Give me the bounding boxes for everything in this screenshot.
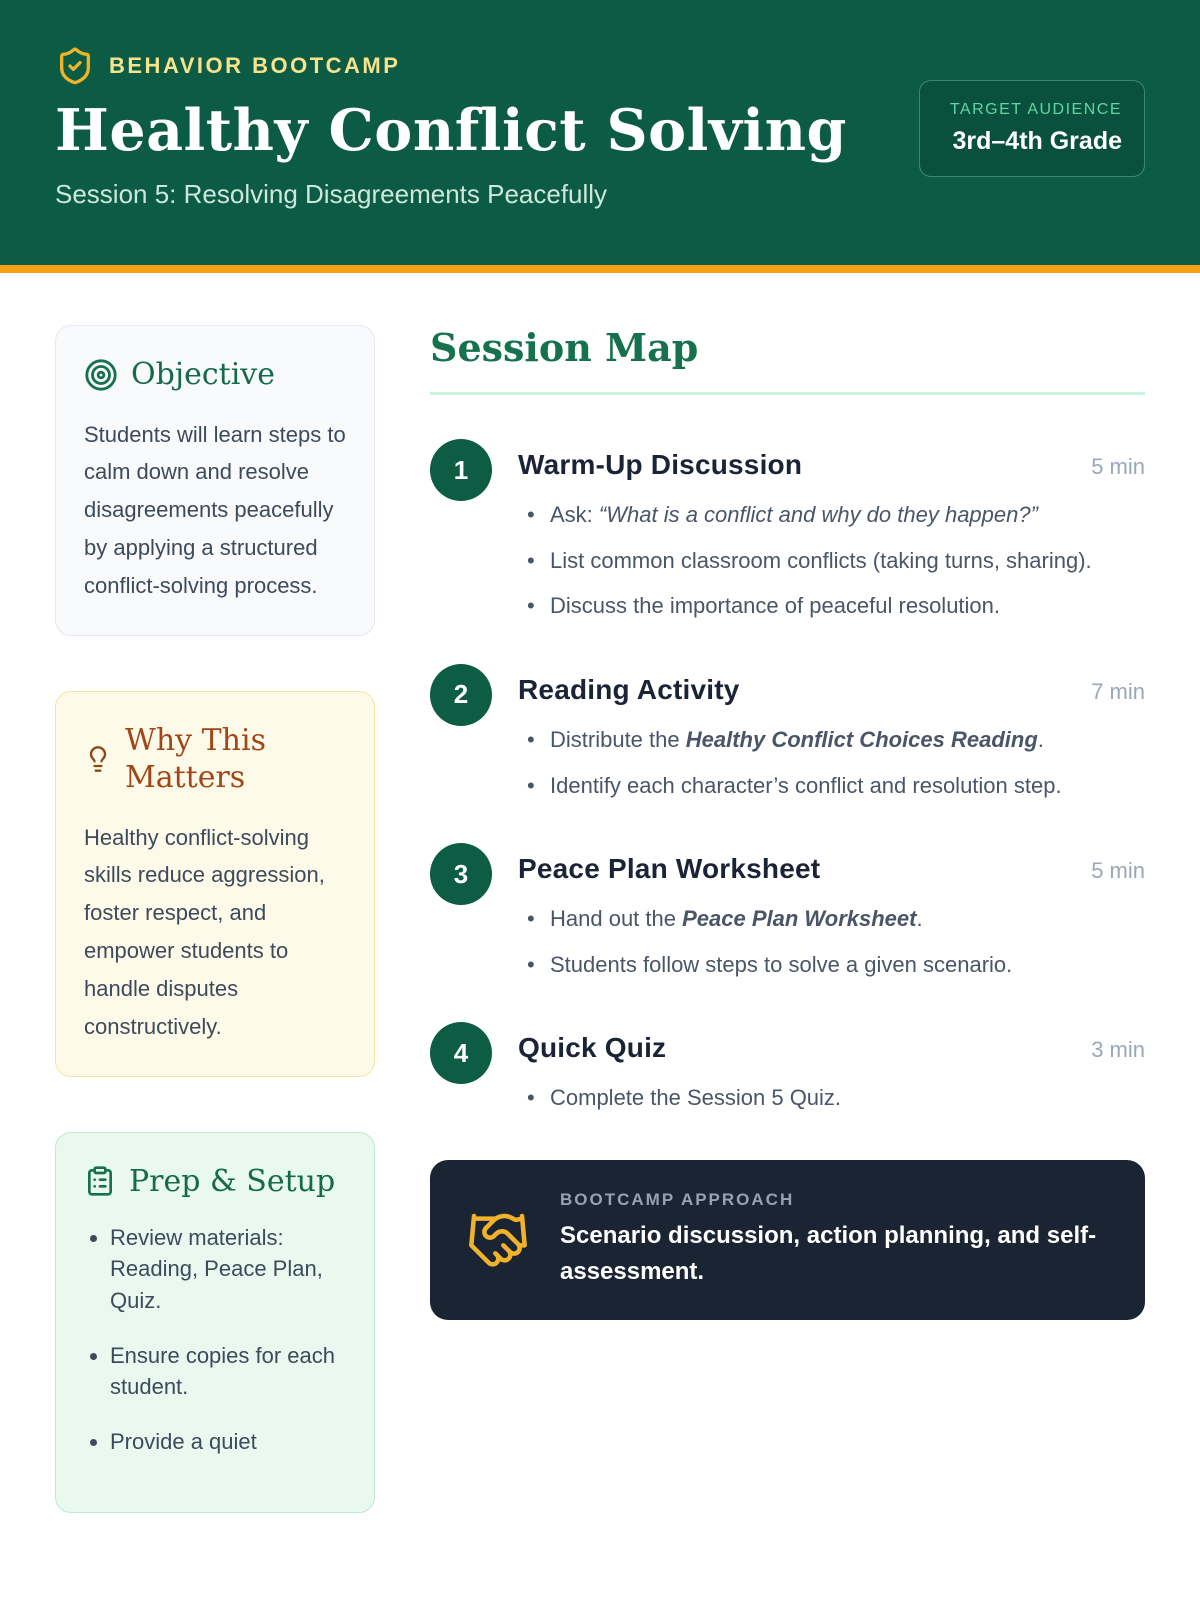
session-step xyxy=(430,664,1145,803)
page-subtitle: Session 5: Resolving Disagreements Peacefully xyxy=(55,178,608,209)
prep-list xyxy=(84,1222,346,1457)
accent-bar xyxy=(0,265,1200,273)
why-title-row xyxy=(84,722,346,797)
step-title-row xyxy=(518,853,1145,885)
step-bullet: • Discuss the importance of peaceful resolution. xyxy=(518,588,1145,624)
step-bullet-list xyxy=(518,1080,1145,1116)
approach-text: Scenario discussion, action planning, and self-assessment. xyxy=(560,1222,1097,1285)
why-this-matters-card xyxy=(55,691,375,1077)
header xyxy=(0,0,1200,265)
step-number-badge: 3 xyxy=(430,843,492,905)
handshake-icon xyxy=(466,1208,530,1272)
objective-title-row xyxy=(84,356,346,394)
bootcamp-approach-box xyxy=(430,1160,1145,1320)
brand-label: BEHAVIOR BOOTCAMP xyxy=(109,53,401,78)
step-bullet: • Students follow steps to solve a given scenario. xyxy=(518,947,1145,983)
prep-item: • Review materials: Reading, Peace Plan, Quiz. xyxy=(110,1222,346,1316)
steps-list xyxy=(430,439,1145,1116)
step-title-row xyxy=(518,1032,1145,1064)
step-number-badge: 1 xyxy=(430,439,492,501)
step-content xyxy=(518,843,1145,982)
approach-content xyxy=(560,1190,1109,1290)
step-title: Peace Plan Worksheet xyxy=(518,853,821,885)
step-title-row xyxy=(518,674,1145,706)
step-duration: 3 min xyxy=(1091,1037,1145,1063)
session-step xyxy=(430,1022,1145,1116)
step-title: Warm-Up Discussion xyxy=(518,449,803,480)
audience-value: 3rd–4th Grade xyxy=(952,127,1122,155)
step-content xyxy=(518,1022,1145,1116)
step-bullet: • Identify each character’s conflict and resolution step. xyxy=(518,768,1145,804)
why-body: Healthy conflict-solving skills reduce aggression, foster respect, and empower students to handle disputes constructively. xyxy=(84,824,325,1039)
page-title: Healthy Conflict Solving xyxy=(55,97,847,164)
session-step xyxy=(430,439,1145,624)
step-duration: 5 min xyxy=(1091,454,1145,479)
step-title: Reading Activity xyxy=(518,673,740,705)
target-icon xyxy=(84,358,118,392)
prep-setup-card xyxy=(55,1132,375,1513)
approach-label: BOOTCAMP APPROACH xyxy=(560,1190,795,1209)
header-left xyxy=(55,46,847,265)
session-map-title: Session Map xyxy=(430,325,1145,395)
step-duration: 7 min xyxy=(1091,678,1145,704)
brand-row xyxy=(55,46,847,86)
step-bullet-list xyxy=(518,722,1145,803)
why-title: Why This Matters xyxy=(125,722,266,796)
step-content xyxy=(518,664,1145,803)
prep-item: • Provide a quiet xyxy=(110,1426,346,1457)
clipboard-icon xyxy=(84,1165,116,1197)
step-bullet-list xyxy=(518,497,1145,624)
step-number-badge: 2 xyxy=(430,664,492,726)
step-bullet: • Ask: “What is a conflict and why do they happen?” xyxy=(518,497,1145,533)
session-map xyxy=(430,325,1145,1513)
step-bullet: • Hand out the Peace Plan Worksheet. xyxy=(518,901,1145,937)
shield-check-icon xyxy=(55,46,95,86)
step-bullet: • Complete the Session 5 Quiz. xyxy=(518,1080,1145,1116)
step-number-badge: 4 xyxy=(430,1022,492,1084)
prep-item: • Ensure copies for each student. xyxy=(110,1340,346,1402)
step-duration: 5 min xyxy=(1091,858,1145,884)
session-step xyxy=(430,843,1145,982)
target-audience-badge xyxy=(919,80,1145,177)
objective-title: Objective xyxy=(131,357,276,392)
objective-body: Students will learn steps to calm down and resolve disagreements peacefully by applying a structured conflict-solving process. xyxy=(84,421,346,598)
step-bullet: • Distribute the Healthy Conflict Choices Reading. xyxy=(518,722,1145,758)
objective-card xyxy=(55,325,375,636)
prep-title: Prep & Setup xyxy=(129,1163,336,1199)
prep-title-row xyxy=(84,1163,346,1201)
audience-label: TARGET AUDIENCE xyxy=(949,101,1122,118)
lightbulb-icon xyxy=(84,745,112,773)
content xyxy=(0,273,1200,1513)
step-title: Quick Quiz xyxy=(518,1032,667,1064)
step-bullet-list xyxy=(518,901,1145,982)
step-bullet: • List common classroom conflicts (taking turns, sharing). xyxy=(518,543,1145,579)
step-title-row xyxy=(518,449,1145,481)
sidebar xyxy=(55,325,375,1513)
step-content xyxy=(518,439,1145,624)
